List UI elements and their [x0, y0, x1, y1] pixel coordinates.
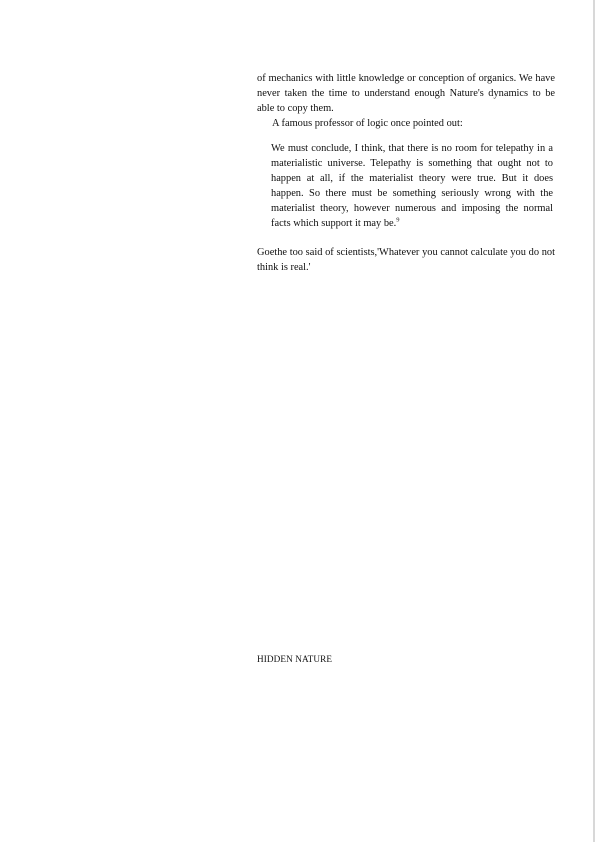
- paragraph-continuation: of mechanics with little knowledge or conception of organics. We have never taken the time to understand enough Nature's dynamics to be able to copy them.: [257, 73, 555, 114]
- running-footer: HIDDEN NATURE: [257, 654, 333, 664]
- quote-text: We must conclude, I think, that there is no room for telepathy in a materialistic universe. Telepathy is something that ought not to happen at all, if the materialist theory were true. But it does happen. So there must be something seriously wrong with the materialist theory, however numerous and imposing the normal facts which support it may be.: [271, 143, 553, 229]
- paragraph-goethe: Goethe too said of scientists,'Whatever you cannot calculate you do not think is real.': [257, 247, 555, 273]
- footnote-marker: 9: [396, 216, 400, 224]
- block-quote: [271, 141, 553, 231]
- paragraph-intro-quote: A famous professor of logic once pointed out:: [272, 118, 463, 129]
- body-text: [257, 71, 555, 275]
